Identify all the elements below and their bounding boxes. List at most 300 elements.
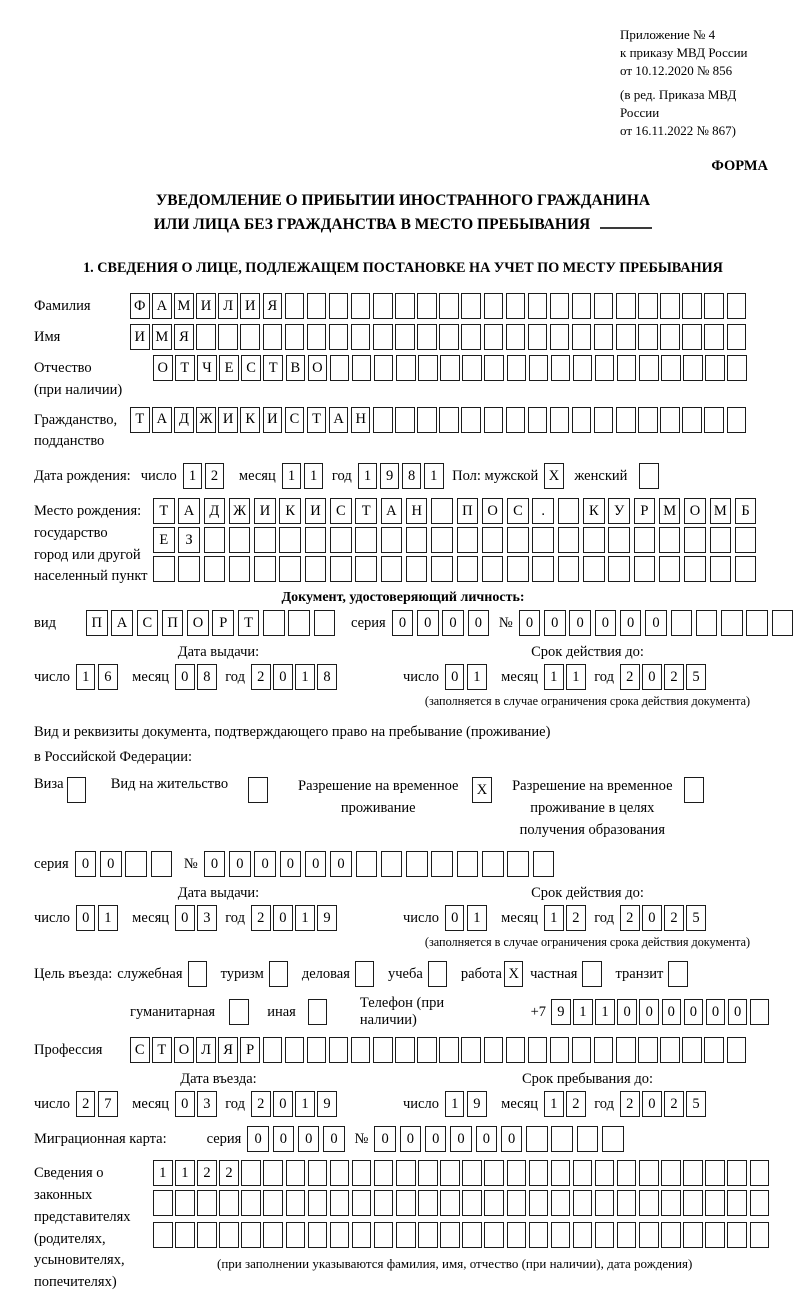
char-box[interactable] (279, 527, 301, 553)
char-box[interactable] (507, 1190, 527, 1216)
char-box[interactable]: 2 (620, 664, 640, 690)
char-box[interactable] (308, 1222, 328, 1248)
char-box[interactable] (248, 777, 268, 803)
char-box[interactable] (439, 1037, 459, 1063)
char-box[interactable] (286, 1160, 306, 1186)
char-box[interactable]: З (178, 527, 200, 553)
char-box[interactable] (307, 293, 327, 319)
char-box[interactable] (617, 355, 637, 381)
char-box[interactable] (197, 1190, 217, 1216)
char-box[interactable]: 0 (569, 610, 591, 636)
char-box[interactable] (196, 324, 216, 350)
char-box[interactable] (639, 1222, 659, 1248)
char-box[interactable]: X (544, 463, 564, 489)
char-box[interactable] (746, 610, 768, 636)
char-box[interactable]: 2 (566, 905, 586, 931)
char-box[interactable]: 0 (298, 1126, 320, 1152)
char-box[interactable]: Т (130, 407, 150, 433)
char-box[interactable] (308, 1190, 328, 1216)
char-box[interactable] (417, 293, 437, 319)
char-box[interactable] (577, 1126, 599, 1152)
char-box[interactable] (457, 556, 479, 582)
char-box[interactable] (572, 324, 592, 350)
char-box[interactable] (704, 407, 724, 433)
char-box[interactable]: Е (153, 527, 175, 553)
char-box[interactable] (263, 1190, 283, 1216)
char-box[interactable]: 0 (273, 664, 293, 690)
char-box[interactable]: 1 (424, 463, 444, 489)
char-box[interactable] (595, 1222, 615, 1248)
char-box[interactable]: 6 (98, 664, 118, 690)
char-box[interactable] (573, 1160, 593, 1186)
char-box[interactable]: 3 (197, 1091, 217, 1117)
char-box[interactable] (735, 527, 757, 553)
char-box[interactable] (682, 324, 702, 350)
char-box[interactable]: 0 (706, 999, 726, 1025)
char-box[interactable] (634, 527, 656, 553)
char-box[interactable] (639, 355, 659, 381)
char-box[interactable] (431, 527, 453, 553)
char-box[interactable] (240, 324, 260, 350)
char-box[interactable] (617, 1222, 637, 1248)
char-box[interactable]: 0 (544, 610, 566, 636)
char-box[interactable]: 2 (664, 905, 684, 931)
char-box[interactable] (418, 1222, 438, 1248)
char-box[interactable]: 0 (273, 1091, 293, 1117)
char-box[interactable] (351, 1037, 371, 1063)
char-box[interactable] (705, 1190, 725, 1216)
char-box[interactable] (417, 1037, 437, 1063)
char-box[interactable]: А (329, 407, 349, 433)
char-box[interactable] (351, 324, 371, 350)
char-box[interactable] (406, 556, 428, 582)
char-box[interactable] (330, 527, 352, 553)
char-box[interactable]: К (240, 407, 260, 433)
char-box[interactable] (440, 1160, 460, 1186)
char-box[interactable] (727, 293, 747, 319)
char-box[interactable] (595, 1190, 615, 1216)
char-box[interactable] (507, 1160, 527, 1186)
char-box[interactable]: 0 (175, 905, 195, 931)
char-box[interactable]: М (174, 293, 194, 319)
char-box[interactable] (528, 324, 548, 350)
char-box[interactable] (440, 355, 460, 381)
char-box[interactable] (682, 293, 702, 319)
char-box[interactable] (329, 1037, 349, 1063)
char-box[interactable] (572, 407, 592, 433)
char-box[interactable]: 2 (197, 1160, 217, 1186)
char-box[interactable] (551, 1126, 573, 1152)
char-box[interactable] (506, 293, 526, 319)
char-box[interactable] (484, 407, 504, 433)
char-box[interactable] (462, 1190, 482, 1216)
char-box[interactable]: 0 (247, 1126, 269, 1152)
char-box[interactable]: 0 (229, 851, 251, 877)
char-box[interactable]: 0 (100, 851, 122, 877)
char-box[interactable]: 1 (467, 664, 487, 690)
char-box[interactable]: Ж (229, 498, 251, 524)
char-box[interactable] (440, 1222, 460, 1248)
char-box[interactable] (529, 355, 549, 381)
char-box[interactable]: 0 (417, 610, 439, 636)
char-box[interactable] (374, 1190, 394, 1216)
char-box[interactable] (484, 355, 504, 381)
char-box[interactable] (750, 1190, 770, 1216)
char-box[interactable]: 0 (642, 1091, 662, 1117)
char-box[interactable] (307, 1037, 327, 1063)
char-box[interactable] (727, 1222, 747, 1248)
char-box[interactable] (594, 293, 614, 319)
char-box[interactable] (660, 324, 680, 350)
char-box[interactable] (431, 851, 453, 877)
char-box[interactable] (550, 324, 570, 350)
char-box[interactable]: 8 (402, 463, 422, 489)
char-box[interactable]: У (608, 498, 630, 524)
char-box[interactable] (229, 527, 251, 553)
char-box[interactable] (659, 527, 681, 553)
char-box[interactable]: X (472, 777, 492, 803)
char-box[interactable] (204, 556, 226, 582)
char-box[interactable]: 1 (566, 664, 586, 690)
char-box[interactable]: М (710, 498, 732, 524)
char-box[interactable]: 0 (519, 610, 541, 636)
char-box[interactable]: 5 (686, 1091, 706, 1117)
char-box[interactable]: Ф (130, 293, 150, 319)
char-box[interactable]: 0 (684, 999, 704, 1025)
char-box[interactable] (417, 407, 437, 433)
char-box[interactable] (461, 407, 481, 433)
char-box[interactable]: 1 (544, 664, 564, 690)
char-box[interactable] (532, 527, 554, 553)
char-box[interactable] (308, 1160, 328, 1186)
char-box[interactable]: Б (735, 498, 757, 524)
char-box[interactable]: П (86, 610, 108, 636)
char-box[interactable] (482, 556, 504, 582)
char-box[interactable]: Т (238, 610, 260, 636)
char-box[interactable] (616, 1037, 636, 1063)
char-box[interactable] (704, 293, 724, 319)
char-box[interactable] (396, 1222, 416, 1248)
char-box[interactable] (417, 324, 437, 350)
char-box[interactable] (241, 1160, 261, 1186)
char-box[interactable]: И (254, 498, 276, 524)
char-box[interactable]: 2 (620, 905, 640, 931)
char-box[interactable] (704, 324, 724, 350)
char-box[interactable] (241, 1222, 261, 1248)
char-box[interactable] (381, 851, 403, 877)
char-box[interactable] (750, 1160, 770, 1186)
char-box[interactable] (285, 293, 305, 319)
char-box[interactable]: Ж (196, 407, 216, 433)
char-box[interactable] (594, 1037, 614, 1063)
char-box[interactable]: 0 (425, 1126, 447, 1152)
char-box[interactable] (462, 1160, 482, 1186)
char-box[interactable] (395, 407, 415, 433)
char-box[interactable] (355, 961, 375, 987)
char-box[interactable] (638, 324, 658, 350)
char-box[interactable]: П (457, 498, 479, 524)
char-box[interactable] (529, 1190, 549, 1216)
char-box[interactable]: 1 (183, 463, 203, 489)
char-box[interactable] (661, 1160, 681, 1186)
char-box[interactable]: 0 (273, 1126, 295, 1152)
char-box[interactable]: 2 (664, 664, 684, 690)
char-box[interactable]: 7 (98, 1091, 118, 1117)
char-box[interactable]: 9 (380, 463, 400, 489)
char-box[interactable] (178, 556, 200, 582)
char-box[interactable] (582, 961, 602, 987)
char-box[interactable] (263, 1160, 283, 1186)
char-box[interactable] (439, 407, 459, 433)
char-box[interactable] (352, 1190, 372, 1216)
char-box[interactable]: А (152, 407, 172, 433)
char-box[interactable]: 0 (617, 999, 637, 1025)
char-box[interactable] (330, 1190, 350, 1216)
char-box[interactable] (573, 1222, 593, 1248)
char-box[interactable] (374, 355, 394, 381)
char-box[interactable] (279, 556, 301, 582)
char-box[interactable] (550, 407, 570, 433)
char-box[interactable]: О (153, 355, 173, 381)
char-box[interactable] (418, 1160, 438, 1186)
char-box[interactable] (721, 610, 743, 636)
char-box[interactable]: 9 (551, 999, 571, 1025)
char-box[interactable] (682, 1037, 702, 1063)
char-box[interactable]: 0 (450, 1126, 472, 1152)
char-box[interactable]: 1 (595, 999, 615, 1025)
char-box[interactable] (506, 407, 526, 433)
char-box[interactable] (395, 293, 415, 319)
char-box[interactable]: 0 (305, 851, 327, 877)
char-box[interactable] (330, 556, 352, 582)
char-box[interactable]: С (285, 407, 305, 433)
char-box[interactable] (373, 293, 393, 319)
char-box[interactable] (710, 556, 732, 582)
char-box[interactable] (727, 355, 747, 381)
char-box[interactable] (507, 851, 529, 877)
char-box[interactable]: И (263, 407, 283, 433)
char-box[interactable] (305, 556, 327, 582)
char-box[interactable] (551, 355, 571, 381)
char-box[interactable]: 1 (282, 463, 302, 489)
char-box[interactable] (263, 324, 283, 350)
char-box[interactable]: 1 (304, 463, 324, 489)
char-box[interactable]: 0 (468, 610, 490, 636)
char-box[interactable] (704, 1037, 724, 1063)
char-box[interactable] (254, 556, 276, 582)
char-box[interactable] (428, 961, 448, 987)
char-box[interactable] (659, 556, 681, 582)
char-box[interactable] (153, 1222, 173, 1248)
char-box[interactable] (705, 355, 725, 381)
char-box[interactable] (305, 527, 327, 553)
char-box[interactable] (484, 1190, 504, 1216)
char-box[interactable]: К (583, 498, 605, 524)
char-box[interactable] (683, 1222, 703, 1248)
char-box[interactable] (229, 999, 249, 1025)
char-box[interactable]: 5 (686, 905, 706, 931)
char-box[interactable] (395, 324, 415, 350)
char-box[interactable] (263, 610, 285, 636)
char-box[interactable]: Я (174, 324, 194, 350)
char-box[interactable] (457, 527, 479, 553)
char-box[interactable]: 0 (204, 851, 226, 877)
char-box[interactable] (373, 407, 393, 433)
char-box[interactable]: Т (175, 355, 195, 381)
char-box[interactable] (595, 1160, 615, 1186)
char-box[interactable] (634, 556, 656, 582)
char-box[interactable]: 0 (323, 1126, 345, 1152)
char-box[interactable] (461, 324, 481, 350)
char-box[interactable] (639, 463, 659, 489)
char-box[interactable] (551, 1190, 571, 1216)
char-box[interactable]: А (152, 293, 172, 319)
char-box[interactable] (528, 1037, 548, 1063)
char-box[interactable]: М (152, 324, 172, 350)
char-box[interactable] (269, 961, 289, 987)
char-box[interactable]: Е (219, 355, 239, 381)
char-box[interactable] (750, 999, 770, 1025)
char-box[interactable] (617, 1190, 637, 1216)
char-box[interactable]: 9 (317, 1091, 337, 1117)
char-box[interactable] (457, 851, 479, 877)
char-box[interactable]: 3 (197, 905, 217, 931)
char-box[interactable] (219, 1222, 239, 1248)
char-box[interactable] (355, 527, 377, 553)
char-box[interactable] (526, 1126, 548, 1152)
char-box[interactable]: О (482, 498, 504, 524)
char-box[interactable]: 0 (76, 905, 96, 931)
char-box[interactable] (461, 293, 481, 319)
char-box[interactable] (330, 1160, 350, 1186)
char-box[interactable] (381, 556, 403, 582)
char-box[interactable] (550, 293, 570, 319)
char-box[interactable] (551, 1222, 571, 1248)
char-box[interactable]: Д (204, 498, 226, 524)
char-box[interactable]: Т (355, 498, 377, 524)
char-box[interactable] (661, 1190, 681, 1216)
char-box[interactable] (507, 556, 529, 582)
char-box[interactable] (406, 527, 428, 553)
char-box[interactable]: Р (240, 1037, 260, 1063)
char-box[interactable] (661, 1222, 681, 1248)
char-box[interactable] (484, 324, 504, 350)
char-box[interactable]: О (684, 498, 706, 524)
char-box[interactable] (683, 355, 703, 381)
char-box[interactable] (660, 1037, 680, 1063)
char-box[interactable] (188, 961, 208, 987)
char-box[interactable]: И (196, 293, 216, 319)
char-box[interactable]: 2 (219, 1160, 239, 1186)
char-box[interactable]: Д (174, 407, 194, 433)
char-box[interactable] (727, 1190, 747, 1216)
char-box[interactable] (352, 355, 372, 381)
char-box[interactable] (330, 1222, 350, 1248)
char-box[interactable]: 1 (295, 664, 315, 690)
char-box[interactable] (406, 851, 428, 877)
char-box[interactable] (356, 851, 378, 877)
char-box[interactable]: 2 (620, 1091, 640, 1117)
char-box[interactable]: 0 (374, 1126, 396, 1152)
char-box[interactable] (396, 1160, 416, 1186)
char-box[interactable] (583, 556, 605, 582)
char-box[interactable]: 2 (76, 1091, 96, 1117)
char-box[interactable]: 0 (442, 610, 464, 636)
char-box[interactable] (608, 527, 630, 553)
char-box[interactable] (529, 1160, 549, 1186)
char-box[interactable]: X (504, 961, 524, 987)
char-box[interactable]: С (507, 498, 529, 524)
char-box[interactable] (175, 1222, 195, 1248)
char-box[interactable] (550, 1037, 570, 1063)
char-box[interactable] (431, 498, 453, 524)
char-box[interactable] (594, 324, 614, 350)
char-box[interactable] (572, 293, 592, 319)
char-box[interactable] (528, 407, 548, 433)
char-box[interactable] (696, 610, 718, 636)
char-box[interactable]: 1 (295, 1091, 315, 1117)
char-box[interactable]: 1 (358, 463, 378, 489)
char-box[interactable] (594, 407, 614, 433)
char-box[interactable] (125, 851, 147, 877)
char-box[interactable] (153, 1190, 173, 1216)
char-box[interactable]: 1 (573, 999, 593, 1025)
char-box[interactable]: 0 (392, 610, 414, 636)
char-box[interactable]: Н (351, 407, 371, 433)
char-box[interactable]: С (330, 498, 352, 524)
char-box[interactable] (197, 1222, 217, 1248)
char-box[interactable] (439, 324, 459, 350)
char-box[interactable]: 8 (317, 664, 337, 690)
char-box[interactable] (683, 1160, 703, 1186)
char-box[interactable] (660, 407, 680, 433)
char-box[interactable] (558, 527, 580, 553)
char-box[interactable]: 0 (662, 999, 682, 1025)
char-box[interactable] (558, 556, 580, 582)
char-box[interactable]: И (240, 293, 260, 319)
char-box[interactable] (507, 527, 529, 553)
char-box[interactable] (572, 1037, 592, 1063)
char-box[interactable] (67, 777, 87, 803)
char-box[interactable] (506, 1037, 526, 1063)
char-box[interactable]: А (381, 498, 403, 524)
char-box[interactable] (352, 1222, 372, 1248)
char-box[interactable] (528, 293, 548, 319)
char-box[interactable]: 9 (317, 905, 337, 931)
char-box[interactable] (381, 527, 403, 553)
char-box[interactable]: С (241, 355, 261, 381)
char-box[interactable] (355, 556, 377, 582)
char-box[interactable]: Т (152, 1037, 172, 1063)
char-box[interactable] (288, 610, 310, 636)
char-box[interactable]: И (305, 498, 327, 524)
char-box[interactable] (352, 1160, 372, 1186)
char-box[interactable] (286, 1190, 306, 1216)
char-box[interactable] (418, 1190, 438, 1216)
char-box[interactable]: 0 (645, 610, 667, 636)
char-box[interactable]: Т (263, 355, 283, 381)
char-box[interactable]: Л (218, 293, 238, 319)
char-box[interactable]: Ч (197, 355, 217, 381)
char-box[interactable] (396, 355, 416, 381)
char-box[interactable]: Р (212, 610, 234, 636)
char-box[interactable]: Р (634, 498, 656, 524)
char-box[interactable] (484, 1160, 504, 1186)
char-box[interactable] (373, 1037, 393, 1063)
char-box[interactable]: 1 (445, 1091, 465, 1117)
char-box[interactable]: 5 (686, 664, 706, 690)
char-box[interactable] (639, 1160, 659, 1186)
